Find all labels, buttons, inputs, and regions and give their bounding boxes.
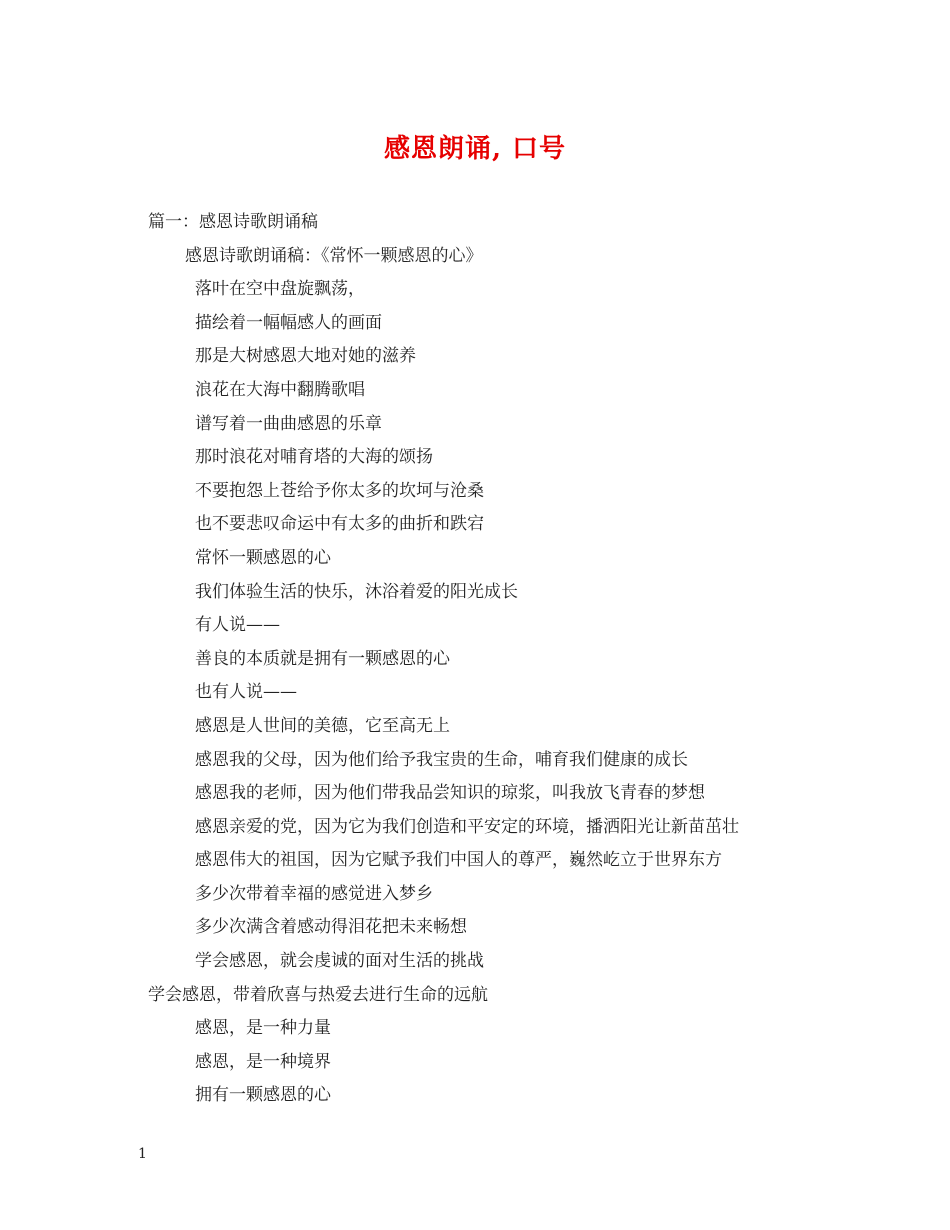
text-line: 描绘着一幅幅感人的画面 (195, 312, 382, 333)
text-line: 感恩，是一种力量 (195, 1018, 331, 1039)
text-line: 感恩我的父母，因为他们给予我宝贵的生命，哺育我们健康的成长 (195, 749, 688, 770)
text-line: 落叶在空中盘旋飘荡， (195, 279, 365, 300)
text-line: 常怀一颗感恩的心 (195, 547, 331, 568)
text-line: 善良的本质就是拥有一颗感恩的心 (195, 648, 450, 669)
text-line: 拥有一颗感恩的心 (195, 1085, 331, 1106)
text-line: 那时浪花对哺育塔的大海的颂扬 (195, 447, 433, 468)
text-line: 篇一：感恩诗歌朗诵稿 (148, 212, 318, 232)
document-title: 感恩朗诵, 口号 (383, 134, 567, 164)
text-line: 多少次带着幸福的感觉进入梦乡 (195, 883, 433, 904)
text-line: 学会感恩，带着欣喜与热爱去进行生命的远航 (148, 984, 488, 1005)
text-line: 感恩是人世间的美德，它至高无上 (195, 715, 450, 736)
text-line: 感恩伟大的祖国，因为它赋予我们中国人的尊严，巍然屹立于世界东方 (195, 850, 722, 871)
text-line: 感恩，是一种境界 (195, 1051, 331, 1072)
text-line: 多少次满含着感动得泪花把未来畅想 (195, 917, 467, 938)
document-body (148, 206, 848, 1113)
text-line: 感恩我的老师，因为他们带我品尝知识的琼浆，叫我放飞青春的梦想 (195, 783, 705, 804)
text-line: 我们体验生活的快乐，沐浴着爱的阳光成长 (195, 581, 518, 602)
text-line: 浪花在大海中翻腾歌唱 (195, 379, 365, 400)
page-number: 1 (138, 1146, 147, 1162)
text-line: 那是大树感恩大地对她的滋养 (195, 346, 416, 367)
text-line: 不要抱怨上苍给予你太多的坎坷与沧桑 (195, 480, 484, 501)
text-line: 学会感恩，就会虔诚的面对生活的挑战 (195, 951, 484, 972)
text-line: 有人说—— (195, 615, 280, 636)
text-line: 谱写着一曲曲感恩的乐章 (195, 413, 382, 434)
text-line: 感恩诗歌朗诵稿：《常怀一颗感恩的心》 (185, 245, 483, 266)
text-line: 也有人说—— (195, 682, 297, 703)
text-line: 感恩亲爱的党，因为它为我们创造和平安定的环境，播洒阳光让新苗茁壮 (195, 816, 739, 837)
text-line: 也不要悲叹命运中有太多的曲折和跌宕 (195, 514, 484, 535)
